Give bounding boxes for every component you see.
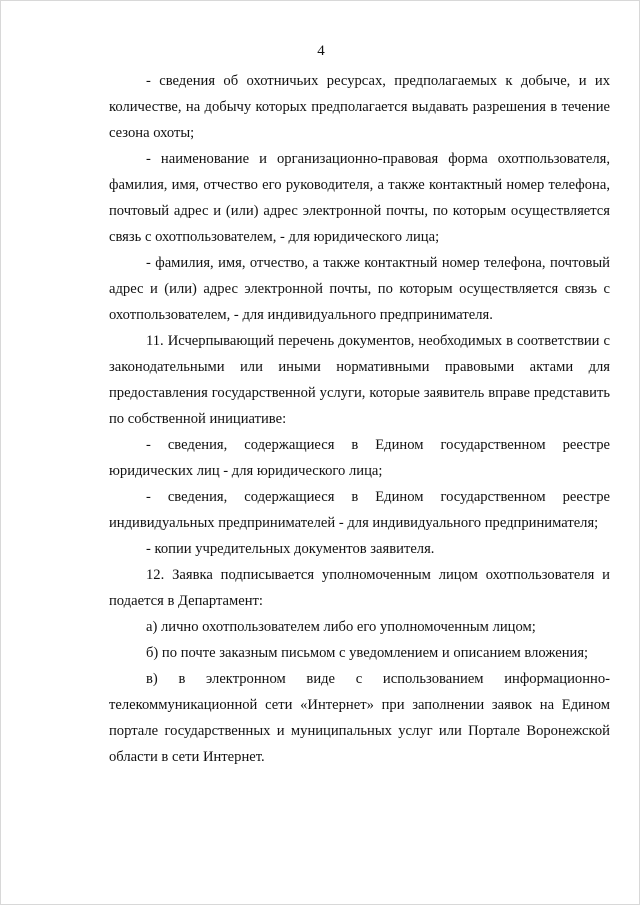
paragraph-legal-entity-contacts: - наименование и организационно-правовая форма охотпользователя, фамилия, имя, отчество его руководителя, а также контактный номер телефона, почтовый адрес и (или) адрес электронной почты, по которым осуществляется связь с охотпользователем, - для юридического лица; [109, 151, 610, 245]
paragraph-item-12: 12. Заявка подписывается уполномоченным лицом охотпользователя и подается в Департамент: [109, 567, 610, 609]
document-body [109, 68, 610, 770]
paragraph-entrepreneur-contacts: - фамилия, имя, отчество, а также контактный номер телефона, почтовый адрес и (или) адрес электронной почты, по которым осуществляется связь с охотпользователем, - для индивидуального предпринимателя. [109, 255, 610, 323]
paragraph-item-11: 11. Исчерпывающий перечень документов, необходимых в соответствии с законодательными или иными нормативными правовыми актами для предоставления государственной услуги, которые заявитель вправе представить по собственной инициативе: [109, 333, 610, 427]
paragraph-item-12-v: в) в электронном виде с использованием информационно-телекоммуникационной сети «Интернет» при заполнении заявок на Едином портале государственных и муниципальных услуг или Портале Воронежской области в сети Интернет. [109, 671, 610, 765]
paragraph-item-12-a: а) лично охотпользователем либо его уполномоченным лицом; [146, 619, 536, 635]
paragraph-item-12-b: б) по почте заказным письмом с уведомлением и описанием вложения; [146, 645, 589, 661]
page-number: 4 [317, 43, 325, 59]
paragraph-legal-entities-register: - сведения, содержащиеся в Едином государственном реестре юридических лиц - для юридического лица; [109, 437, 610, 479]
paragraph-entrepreneurs-register: - сведения, содержащиеся в Едином государственном реестре индивидуальных предпринимателей - для индивидуального предпринимателя; [109, 489, 610, 531]
paragraph-founding-documents: - копии учредительных документов заявителя. [146, 541, 435, 557]
paragraph-hunting-resources: - сведения об охотничьих ресурсах, предполагаемых к добыче, и их количестве, на добычу которых предполагается выдавать разрешения в течение сезона охоты; [109, 73, 610, 141]
